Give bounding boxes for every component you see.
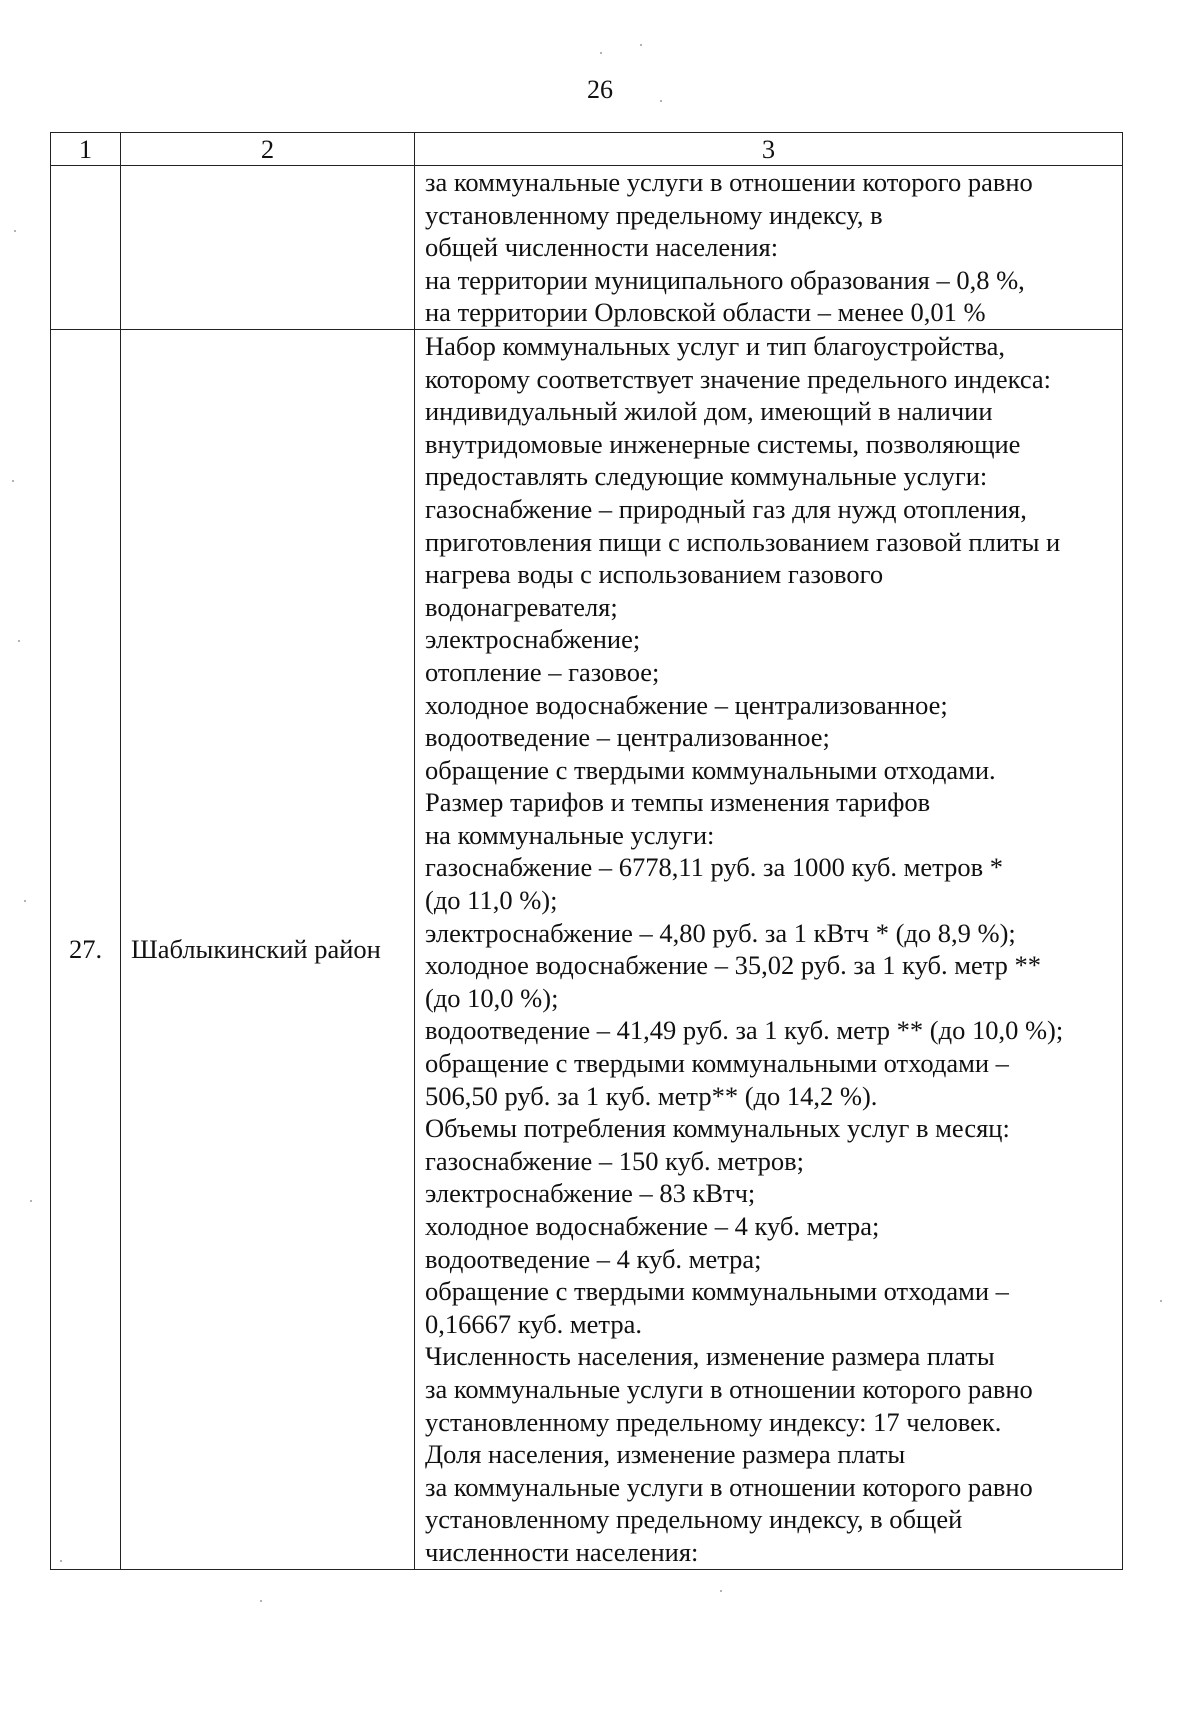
description-line: установленному предельному индексу, в xyxy=(425,199,883,230)
description-line: обращение с твердыми коммунальными отходами – xyxy=(425,1048,1009,1079)
document-table xyxy=(50,132,1123,1570)
description-line: холодное водоснабжение – 35,02 руб. за 1 куб. метр ** xyxy=(425,950,1042,981)
header-cell-3: 3 xyxy=(415,133,1123,166)
description-cell xyxy=(415,329,1123,1569)
description-line: Объемы потребления коммунальных услуг в месяц: xyxy=(425,1113,1010,1144)
description-cell xyxy=(415,166,1123,330)
description-line: на территории Орловской области – менее 0,01 % xyxy=(425,297,986,328)
district-cell xyxy=(121,166,415,330)
description-line: холодное водоснабжение – централизованное; xyxy=(425,689,948,720)
description-line: холодное водоснабжение – 4 куб. метра; xyxy=(425,1211,880,1241)
description-line: приготовления пищи с использованием газовой плиты и xyxy=(425,526,1061,557)
table-header-row xyxy=(51,133,1123,166)
description-line: за коммунальные услуги в отношении которого равно xyxy=(425,167,1033,197)
description-line: Численность населения, изменение размера платы xyxy=(425,1341,995,1372)
description-line: предоставлять следующие коммунальные услуги: xyxy=(425,461,988,492)
scan-speck xyxy=(60,1560,62,1562)
header-cell-2: 2 xyxy=(121,133,415,166)
description-line: на коммунальные услуги: xyxy=(425,819,715,850)
scan-speck xyxy=(1160,1300,1162,1302)
description-line: установленному предельному индексу: 17 человек. xyxy=(425,1406,1002,1437)
description-line: водонагревателя; xyxy=(425,591,618,622)
description-line: газоснабжение – 6778,11 руб. за 1000 куб. метров * xyxy=(425,852,1003,883)
description-line: за коммунальные услуги в отношении которого равно xyxy=(425,1373,1033,1404)
description-line: водоотведение – 41,49 руб. за 1 куб. метр ** (до 10,0 %); xyxy=(425,1015,1064,1046)
scan-speck xyxy=(12,480,14,482)
row-number-cell: 27. xyxy=(51,329,121,1569)
header-cell-1: 1 xyxy=(51,133,121,166)
scan-speck xyxy=(720,1590,722,1592)
description-line: электроснабжение; xyxy=(425,624,641,655)
description-line: электроснабжение – 83 кВтч; xyxy=(425,1178,756,1209)
scan-speck xyxy=(18,640,20,642)
description-line: водоотведение – 4 куб. метра; xyxy=(425,1243,762,1274)
table-row xyxy=(51,166,1123,330)
description-line: (до 11,0 %); xyxy=(425,885,558,916)
description-line: обращение с твердыми коммунальными отходами. xyxy=(425,754,996,785)
description-line: нагрева воды с использованием газового xyxy=(425,559,884,590)
description-line: (до 10,0 %); xyxy=(425,982,559,1013)
description-line: электроснабжение – 4,80 руб. за 1 кВтч * (до 8,9 %); xyxy=(425,917,1016,948)
description-line: Размер тарифов и темпы изменения тарифов xyxy=(425,787,931,818)
page-number: 26 xyxy=(587,75,613,104)
description-line: внутридомовые инженерные системы, позволяющие xyxy=(425,428,1021,459)
description-line: газоснабжение – природный газ для нужд отопления, xyxy=(425,493,1027,524)
description-line: установленному предельному индексу, в общей xyxy=(425,1504,963,1535)
scan-speck xyxy=(14,230,16,232)
description-line: индивидуальный жилой дом, имеющий в наличии xyxy=(425,396,993,427)
table-row xyxy=(51,329,1123,1569)
description-line: численности населения: xyxy=(425,1536,699,1567)
district-cell: Шаблыкинский район xyxy=(121,329,415,1569)
description-line: 0,16667 куб. метра. xyxy=(425,1308,642,1339)
description-line: водоотведение – централизованное; xyxy=(425,722,830,753)
description-line: Доля населения, изменение размера платы xyxy=(425,1439,906,1470)
description-line: общей численности населения: xyxy=(425,232,779,263)
scan-speck xyxy=(30,1200,32,1202)
scan-speck xyxy=(660,100,662,102)
description-line: обращение с твердыми коммунальными отходами – xyxy=(425,1276,1009,1307)
scan-speck xyxy=(260,1600,262,1602)
row-number-cell xyxy=(51,166,121,330)
description-line: Набор коммунальных услуг и тип благоустройства, xyxy=(425,330,1006,361)
description-line: 506,50 руб. за 1 куб. метр** (до 14,2 %). xyxy=(425,1080,878,1111)
description-line: отопление – газовое; xyxy=(425,656,660,687)
description-line: которому соответствует значение предельного индекса: xyxy=(425,363,1052,394)
scan-speck xyxy=(600,52,602,54)
scan-speck xyxy=(24,900,26,902)
description-line: газоснабжение – 150 куб. метров; xyxy=(425,1145,805,1176)
description-line: на территории муниципального образования – 0,8 %, xyxy=(425,264,1025,295)
scan-speck xyxy=(640,44,642,46)
description-line: за коммунальные услуги в отношении которого равно xyxy=(425,1471,1033,1502)
